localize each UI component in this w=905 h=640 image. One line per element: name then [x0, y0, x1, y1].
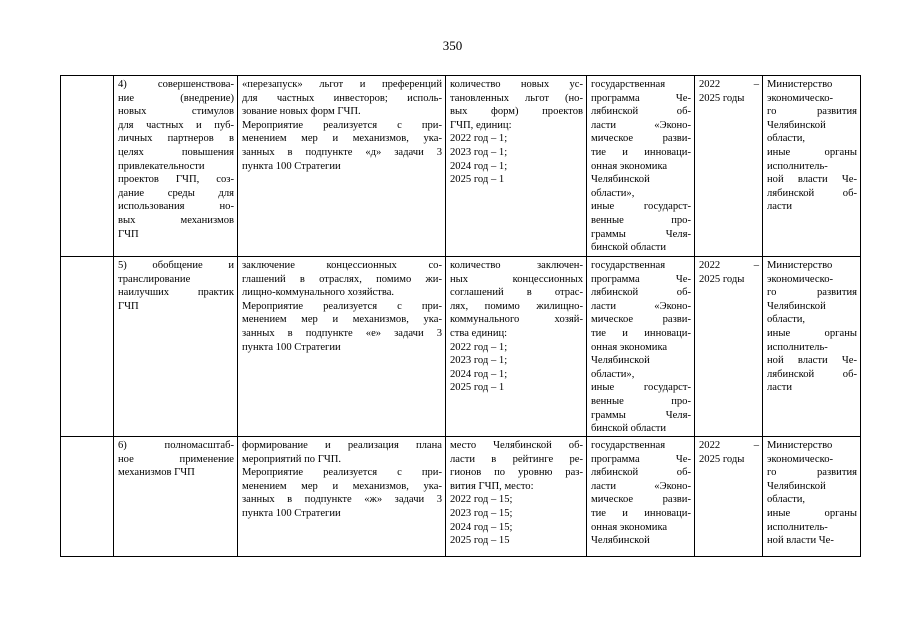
- table-row: [61, 257, 861, 437]
- period-line: 2025 годы: [699, 273, 745, 285]
- measure-line: глашений в отраслях, помимо жи-: [242, 273, 442, 285]
- table-row: [61, 76, 861, 257]
- measure-line: Мероприятие реализуется с при-: [242, 300, 442, 312]
- program-line: государственная: [591, 79, 666, 90]
- task-line: дание среды для: [118, 187, 234, 199]
- period-line: 2022 –: [699, 79, 759, 90]
- executor-line: экономическо-: [767, 273, 834, 285]
- indicator-line: 2023 год – 15;: [450, 507, 513, 519]
- measure-line: Мероприятие реализуется с при-: [242, 467, 442, 479]
- executor-line: ной власти Че-: [767, 535, 834, 547]
- program-line: области»,: [591, 187, 635, 199]
- program-line: онная экономика: [591, 521, 668, 533]
- executor-line: лябинской об-: [767, 187, 857, 199]
- executor-line: экономическо-: [767, 92, 834, 104]
- program-line: венные про-: [591, 214, 691, 226]
- program-line: граммы Челя-: [591, 409, 691, 421]
- indicator-line: 2023 год – 1;: [450, 146, 508, 158]
- indicator-line: 2025 год – 15: [450, 535, 510, 547]
- indicator-line: ства единиц:: [450, 327, 508, 339]
- executor-line: го развития: [767, 287, 857, 299]
- program-line: мическое разви-: [591, 133, 691, 145]
- indicator-cell: [446, 257, 587, 437]
- measure-line: пункта 100 Стратегии: [242, 507, 341, 519]
- measure-cell: [238, 76, 446, 257]
- indicator-line: вых форм) проектов: [450, 106, 583, 118]
- program-line: Челябинской: [591, 535, 650, 547]
- program-line: лябинской об-: [591, 287, 691, 299]
- measure-line: пункта 100 Стратегии: [242, 160, 341, 172]
- task-line: ГЧП: [118, 300, 139, 312]
- measure-line: лищно-коммунального хозяйства.: [242, 287, 395, 299]
- program-line: бинской области: [591, 242, 667, 254]
- indicator-line: соглашений в отрас-: [450, 287, 583, 299]
- executor-cell: [763, 437, 861, 557]
- program-line: онная экономика: [591, 341, 668, 353]
- indicator-line: 2025 год – 1: [450, 174, 505, 186]
- executor-line: области,: [767, 133, 806, 145]
- indicator-line: тановленных льгот (но-: [450, 92, 583, 104]
- task-line: механизмов ГЧП: [118, 467, 195, 479]
- task-line: целях повышения: [118, 146, 234, 158]
- program-line: тие и инноваци-: [591, 146, 691, 158]
- program-line: мическое разви-: [591, 494, 691, 506]
- period-line: 2022 –: [699, 440, 759, 451]
- program-line: ласти «Эконо-: [591, 119, 691, 131]
- executor-line: исполнитель-: [767, 341, 828, 353]
- program-cell: [587, 437, 695, 557]
- executor-line: ной власти Че-: [767, 174, 857, 186]
- program-line: тие и инноваци-: [591, 327, 691, 339]
- task-line: ние (внедрение): [118, 92, 234, 104]
- period-line: 2025 годы: [699, 92, 745, 104]
- program-line: венные про-: [591, 395, 691, 407]
- program-line: иные государст-: [591, 382, 691, 394]
- task-line: транслирование: [118, 273, 191, 285]
- task-line: для частных и пуб-: [118, 119, 234, 131]
- executor-line: исполнитель-: [767, 160, 828, 172]
- task-line: 5) обобщение и: [118, 260, 234, 271]
- program-line: программа Че-: [591, 273, 691, 285]
- program-line: ласти «Эконо-: [591, 300, 691, 312]
- task-line: ГЧП: [118, 228, 139, 240]
- measure-line: зование новых форм ГЧП.: [242, 106, 361, 118]
- indicator-line: 2022 год – 1;: [450, 133, 508, 145]
- indicator-line: количество новых ус-: [450, 79, 583, 90]
- measure-line: заключение концессионных со-: [242, 260, 442, 271]
- executor-line: исполнитель-: [767, 521, 828, 533]
- program-line: мическое разви-: [591, 314, 691, 326]
- program-line: государственная: [591, 260, 666, 271]
- indicator-line: ласти в рейтинге ре-: [450, 453, 583, 465]
- indicator-line: 2024 год – 15;: [450, 521, 513, 533]
- executor-line: Челябинской: [767, 480, 826, 492]
- program-line: бинской области: [591, 423, 667, 435]
- executor-line: экономическо-: [767, 453, 834, 465]
- task-line: 4) совершенствова-: [118, 79, 234, 90]
- table-row: [61, 437, 861, 557]
- indicator-line: 2024 год – 1;: [450, 368, 508, 380]
- executor-line: иные органы: [767, 146, 857, 158]
- indicator-line: гионов по уровню раз-: [450, 467, 583, 479]
- task-cell: [114, 437, 238, 557]
- program-line: иные государст-: [591, 201, 691, 213]
- program-line: области»,: [591, 368, 635, 380]
- program-line: граммы Челя-: [591, 228, 691, 240]
- strategy-measures-table: [60, 75, 861, 557]
- program-line: Челябинской: [591, 355, 650, 367]
- task-cell: [114, 257, 238, 437]
- task-cell: [114, 76, 238, 257]
- measure-line: формирование и реализация плана: [242, 440, 442, 451]
- empty-number-cell: [61, 257, 114, 437]
- program-line: лябинской об-: [591, 467, 691, 479]
- executor-cell: [763, 257, 861, 437]
- empty-number-cell: [61, 76, 114, 257]
- task-line: проектов ГЧП, соз-: [118, 174, 234, 186]
- indicator-line: коммунального хозяй-: [450, 314, 583, 326]
- indicator-line: 2022 год – 15;: [450, 494, 513, 506]
- period-cell: [695, 76, 763, 257]
- task-line: 6) полномасштаб-: [118, 440, 234, 451]
- program-line: государственная: [591, 440, 666, 451]
- program-line: ласти «Эконо-: [591, 480, 691, 492]
- measure-line: для частных инвесторов; исполь-: [242, 92, 442, 104]
- executor-line: Челябинской: [767, 119, 826, 131]
- executor-line: ласти: [767, 201, 792, 213]
- indicator-line: ных концессионных: [450, 273, 583, 285]
- page-number: 350: [442, 38, 463, 53]
- executor-line: ной власти Че-: [767, 355, 857, 367]
- measure-line: занных в подпункте «ж» задачи 3: [242, 494, 442, 506]
- indicator-line: лях, помимо жилищно-: [450, 300, 583, 312]
- executor-line: Министерство: [767, 260, 833, 271]
- task-line: привлекательности: [118, 160, 205, 172]
- program-line: программа Че-: [591, 453, 691, 465]
- executor-line: го развития: [767, 106, 857, 118]
- task-line: ное применение: [118, 453, 234, 465]
- measure-cell: [238, 437, 446, 557]
- indicator-line: 2024 год – 1;: [450, 160, 508, 172]
- indicator-line: вития ГЧП, место:: [450, 480, 534, 492]
- executor-line: иные органы: [767, 507, 857, 519]
- indicator-line: 2023 год – 1;: [450, 355, 508, 367]
- measure-line: менением мер и механизмов, ука-: [242, 480, 442, 492]
- measure-line: Мероприятие реализуется с при-: [242, 119, 442, 131]
- program-line: Челябинской: [591, 174, 650, 186]
- program-cell: [587, 76, 695, 257]
- task-line: вых механизмов: [118, 214, 234, 226]
- executor-line: иные органы: [767, 327, 857, 339]
- executor-line: Министерство: [767, 440, 833, 451]
- program-line: онная экономика: [591, 160, 668, 172]
- period-line: 2025 годы: [699, 453, 745, 465]
- program-line: тие и инноваци-: [591, 507, 691, 519]
- executor-line: Челябинской: [767, 300, 826, 312]
- executor-cell: [763, 76, 861, 257]
- executor-line: области,: [767, 314, 806, 326]
- measure-line: «перезапуск» льгот и преференций: [242, 79, 442, 90]
- measure-line: пункта 100 Стратегии: [242, 341, 341, 353]
- executor-line: области,: [767, 494, 806, 506]
- executor-line: ласти: [767, 382, 792, 394]
- measure-cell: [238, 257, 446, 437]
- executor-line: го развития: [767, 467, 857, 479]
- indicator-line: ГЧП, единиц:: [450, 119, 512, 131]
- period-cell: [695, 257, 763, 437]
- task-line: использования но-: [118, 201, 234, 213]
- period-line: 2022 –: [699, 260, 759, 271]
- indicator-line: 2022 год – 1;: [450, 341, 508, 353]
- measure-line: занных в подпункте «д» задачи 3: [242, 146, 442, 158]
- period-cell: [695, 437, 763, 557]
- indicator-line: место Челябинской об-: [450, 440, 583, 451]
- executor-line: лябинской об-: [767, 368, 857, 380]
- program-line: программа Че-: [591, 92, 691, 104]
- executor-line: Министерство: [767, 79, 833, 90]
- indicator-cell: [446, 437, 587, 557]
- indicator-cell: [446, 76, 587, 257]
- measure-line: менением мер и механизмов, ука-: [242, 314, 442, 326]
- task-line: новых стимулов: [118, 106, 234, 118]
- task-line: личных партнеров в: [118, 133, 234, 145]
- measure-line: занных в подпункте «е» задачи 3: [242, 327, 442, 339]
- indicator-line: количество заключен-: [450, 260, 583, 271]
- empty-number-cell: [61, 437, 114, 557]
- task-line: наилучших практик: [118, 287, 234, 299]
- program-cell: [587, 257, 695, 437]
- measure-line: менением мер и механизмов, ука-: [242, 133, 442, 145]
- measure-line: мероприятий по ГЧП.: [242, 453, 342, 465]
- indicator-line: 2025 год – 1: [450, 382, 505, 394]
- program-line: лябинской об-: [591, 106, 691, 118]
